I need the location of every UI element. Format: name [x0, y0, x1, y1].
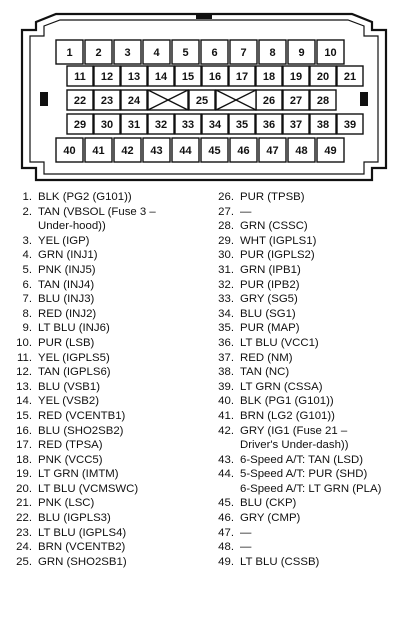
pin-number: 22 — [73, 95, 87, 107]
legend-wire-description: GRN (IPB1) — [240, 263, 301, 276]
pin-number: 21 — [343, 71, 357, 83]
pin-number: 43 — [150, 145, 163, 157]
legend-wire-description: 5-Speed A/T: PUR (SHD) 6-Speed A/T: LT GRN (PLA) — [240, 468, 382, 495]
legend-entry — [6, 482, 202, 497]
pin-number: 32 — [154, 119, 168, 131]
legend-pin-number: 44. — [218, 468, 234, 481]
legend-pin-number: 20. — [16, 482, 32, 495]
legend-pin-number: 10. — [16, 336, 32, 349]
pin-number: 8 — [269, 47, 276, 59]
legend-entry — [208, 263, 406, 278]
legend-entry — [208, 307, 406, 322]
legend-pin-number: 3. — [22, 234, 32, 247]
legend-wire-description: BLK (PG2 (G101)) — [38, 191, 132, 203]
legend-entry — [208, 540, 406, 555]
legend-wire-description: PUR (LSB) — [38, 336, 95, 349]
legend-wire-description: LT BLU (VCC1) — [240, 336, 319, 349]
legend-entry — [6, 365, 202, 380]
legend-wire-description: GRN (CSSC) — [240, 220, 308, 233]
legend-wire-description: BLU (CKP) — [240, 497, 297, 510]
legend-pin-number: 46. — [218, 512, 234, 525]
legend-pin-number: 12. — [16, 366, 32, 379]
legend-wire-description: BLU (SG1) — [240, 307, 296, 320]
legend-pin-number: 32. — [218, 278, 234, 291]
legend-entry — [6, 190, 202, 205]
pin-number: 14 — [154, 71, 168, 83]
legend-pin-number: 29. — [218, 234, 234, 247]
legend-pin-number: 17. — [16, 439, 32, 452]
legend-entry — [208, 453, 406, 468]
legend-wire-description: PUR (MAP) — [240, 322, 300, 335]
legend-wire-description: TAN (INJ4) — [38, 278, 95, 291]
pin-number: 48 — [295, 145, 308, 157]
legend-pin-number: 22. — [16, 512, 32, 525]
legend-wire-description: BRN (LG2 (G101)) — [240, 409, 335, 422]
legend-pin-number: 8. — [22, 307, 32, 320]
legend-wire-description: GRY (CMP) — [240, 512, 301, 525]
pin-number: 29 — [73, 119, 87, 131]
pin-number: 30 — [100, 119, 114, 131]
pin-number: 33 — [181, 119, 195, 131]
legend-entry — [6, 263, 202, 278]
legend-entry — [6, 511, 202, 526]
legend-wire-description: PUR (IPB2) — [240, 278, 300, 291]
legend-pin-number: 28. — [218, 220, 234, 233]
pin-number: 12 — [100, 71, 114, 83]
pin-number: 47 — [266, 145, 279, 157]
pin-number: 41 — [92, 145, 105, 157]
legend-wire-description: LT BLU (VCMSWC) — [38, 482, 139, 495]
pin-number: 31 — [127, 119, 141, 131]
pin-number: 35 — [235, 119, 249, 131]
legend-pin-number: 13. — [16, 380, 32, 393]
legend-pin-number: 34. — [218, 307, 234, 320]
legend-wire-description: PNK (VCC5) — [38, 453, 103, 466]
legend-entry — [208, 380, 406, 395]
legend-entry — [6, 336, 202, 351]
legend-entry — [6, 234, 202, 249]
pin-number: 46 — [237, 145, 250, 157]
legend-wire-description: — — [240, 205, 252, 218]
legend-entry — [208, 292, 406, 307]
pin-number: 3 — [124, 47, 131, 59]
pin-grid — [56, 40, 363, 162]
pin-number: 13 — [127, 71, 141, 83]
top-key-notch — [196, 14, 212, 19]
legend-wire-description: YEL (IGP) — [38, 234, 90, 247]
legend-pin-number: 24. — [16, 541, 32, 554]
legend-entry — [6, 438, 202, 453]
legend-wire-description: — — [240, 541, 252, 554]
legend-entry — [6, 351, 202, 366]
legend-pin-number: 31. — [218, 263, 234, 276]
legend-pin-number: 14. — [16, 395, 32, 408]
pin-number: 26 — [262, 95, 276, 107]
pin-number: 49 — [324, 145, 337, 157]
legend-wire-description: BLU (SHO2SB2) — [38, 424, 124, 437]
legend-entry — [208, 467, 406, 496]
legend-pin-number: 33. — [218, 293, 234, 306]
legend-wire-description: LT BLU (INJ6) — [38, 322, 110, 335]
pin-number: 2 — [95, 47, 102, 59]
legend-entry — [6, 380, 202, 395]
legend-wire-description: RED (TPSA) — [38, 439, 103, 452]
legend-pin-number: 36. — [218, 336, 234, 349]
legend-entry — [6, 526, 202, 541]
legend-wire-description: GRY (IG1 (Fuse 21 – Driver's Under-dash)) — [240, 424, 349, 452]
legend-entry — [208, 496, 406, 511]
pin-number: 20 — [316, 71, 330, 83]
legend-pin-number: 42. — [218, 424, 234, 437]
legend-entry — [208, 278, 406, 293]
legend-pin-number: 43. — [218, 453, 234, 466]
legend-pin-number: 9. — [22, 322, 32, 335]
legend-entry — [208, 365, 406, 380]
legend-entry — [6, 321, 202, 336]
pin-number: 37 — [289, 119, 303, 131]
legend-wire-description: BLU (IGPLS3) — [38, 512, 111, 525]
legend-wire-description: GRN (INJ1) — [38, 249, 98, 262]
pin-number: 19 — [289, 71, 303, 83]
legend-pin-number: 35. — [218, 322, 234, 335]
pin-number: 28 — [316, 95, 330, 107]
legend-wire-description: YEL (IGPLS5) — [38, 351, 110, 364]
pin-number: 1 — [66, 47, 73, 59]
legend-entry — [6, 555, 202, 570]
legend-pin-number: 1. — [22, 191, 32, 203]
legend-pin-number: 45. — [218, 497, 234, 510]
pin-number: 17 — [235, 71, 249, 83]
pin-number: 6 — [211, 47, 218, 59]
pin-number: 10 — [324, 47, 337, 59]
pin-number: 7 — [240, 47, 247, 59]
legend-entry — [208, 219, 406, 234]
legend-wire-description: RED (VCENTB1) — [38, 409, 126, 422]
legend-entry — [208, 190, 406, 205]
pin-number: 34 — [208, 119, 222, 131]
legend-entry — [208, 205, 406, 220]
legend-wire-description: LT GRN (IMTM) — [38, 468, 119, 481]
legend-pin-number: 19. — [16, 468, 32, 481]
legend-entry — [6, 394, 202, 409]
legend-entry — [6, 248, 202, 263]
legend-entry — [6, 467, 202, 482]
pin-number: 39 — [343, 119, 357, 131]
legend-pin-number: 5. — [22, 263, 32, 276]
pin-number: 23 — [100, 95, 114, 107]
pin-number: 36 — [262, 119, 276, 131]
legend-wire-description: RED (INJ2) — [38, 307, 97, 320]
legend-entry — [208, 321, 406, 336]
legend-entry — [208, 424, 406, 453]
pin-number: 11 — [74, 71, 86, 83]
legend-pin-number: 38. — [218, 366, 234, 379]
legend-entry — [6, 278, 202, 293]
pin-number: 9 — [298, 47, 305, 59]
pin-number: 16 — [208, 71, 222, 83]
legend-pin-number: 37. — [218, 351, 234, 364]
pin-number: 42 — [121, 145, 134, 157]
pin-number: 27 — [289, 95, 303, 107]
legend-wire-description: TAN (VBSOL (Fuse 3 – Under-hood)) — [38, 205, 156, 233]
legend-wire-description: 6-Speed A/T: TAN (LSD) — [240, 453, 364, 466]
pin-number: 44 — [179, 145, 192, 157]
legend-pin-number: 49. — [218, 555, 234, 568]
pin-number: 38 — [316, 119, 330, 131]
legend-wire-description: RED (NM) — [240, 351, 293, 364]
legend-pin-number: 16. — [16, 424, 32, 437]
legend-entry — [208, 248, 406, 263]
legend-pin-number: 18. — [16, 453, 32, 466]
pin-number: 45 — [208, 145, 221, 157]
legend-entry — [6, 307, 202, 322]
legend-pin-number: 41. — [218, 409, 234, 422]
legend-entry — [6, 424, 202, 439]
pin-legend-right — [208, 190, 406, 569]
legend-pin-number: 30. — [218, 249, 234, 262]
legend-wire-description: TAN (IGPLS6) — [38, 366, 111, 379]
pin-number: 24 — [127, 95, 141, 107]
legend-wire-description: LT GRN (CSSA) — [240, 380, 323, 393]
legend-wire-description: BRN (VCENTB2) — [38, 541, 126, 554]
pin-legend-left — [6, 190, 202, 569]
legend-pin-number: 27. — [218, 205, 234, 218]
legend-pin-number: 26. — [218, 191, 234, 203]
pin-number: 5 — [182, 47, 189, 59]
legend-entry — [208, 351, 406, 366]
legend-pin-number: 40. — [218, 395, 234, 408]
legend-wire-description: LT BLU (CSSB) — [240, 555, 320, 568]
legend-wire-description: PNK (LSC) — [38, 497, 95, 510]
pin-number: 15 — [181, 71, 195, 83]
legend-pin-number: 15. — [16, 409, 32, 422]
legend-pin-number: 11. — [17, 351, 32, 364]
legend-wire-description: LT BLU (IGPLS4) — [38, 526, 127, 539]
legend-pin-number: 47. — [218, 526, 234, 539]
legend-entry — [208, 234, 406, 249]
legend-pin-number: 23. — [16, 526, 32, 539]
legend-entry — [6, 292, 202, 307]
legend-wire-description: BLK (PG1 (G101)) — [240, 395, 334, 408]
legend-wire-description: TAN (NC) — [240, 366, 290, 379]
legend-wire-description: GRY (SG5) — [240, 293, 298, 306]
legend-entry — [208, 526, 406, 541]
legend-entry — [6, 409, 202, 424]
legend-pin-number: 39. — [218, 380, 234, 393]
left-latch — [40, 92, 48, 106]
pin-number: 4 — [153, 47, 160, 59]
legend-pin-number: 7. — [22, 293, 32, 306]
legend-wire-description: PNK (INJ5) — [38, 263, 96, 276]
legend-wire-description: PUR (TPSB) — [240, 191, 305, 203]
legend-wire-description: — — [240, 526, 252, 539]
legend-entry — [6, 540, 202, 555]
connector-diagram — [0, 0, 409, 182]
pin-number: 18 — [262, 71, 276, 83]
legend-pin-number: 6. — [22, 278, 32, 291]
right-latch — [360, 92, 368, 106]
legend-entry — [208, 336, 406, 351]
legend-wire-description: WHT (IGPLS1) — [240, 234, 317, 247]
legend-pin-number: 48. — [218, 541, 234, 554]
legend-entry — [208, 555, 406, 570]
pin-number: 40 — [63, 145, 76, 157]
legend-wire-description: BLU (VSB1) — [38, 380, 101, 393]
pin-number: 25 — [195, 95, 209, 107]
legend-pin-number: 21. — [16, 497, 32, 510]
legend-wire-description: BLU (INJ3) — [38, 293, 95, 306]
legend-pin-number: 25. — [16, 555, 32, 568]
legend-wire-description: YEL (VSB2) — [38, 395, 99, 408]
legend-wire-description: GRN (SHO2SB1) — [38, 555, 127, 568]
legend-entry — [208, 409, 406, 424]
legend-wire-description: PUR (IGPLS2) — [240, 249, 315, 262]
legend-entry — [6, 453, 202, 468]
legend-pin-number: 2. — [22, 205, 32, 218]
legend-pin-number: 4. — [22, 249, 32, 262]
legend-entry — [208, 511, 406, 526]
legend-entry — [6, 496, 202, 511]
legend-entry — [208, 394, 406, 409]
legend-entry — [6, 205, 202, 234]
